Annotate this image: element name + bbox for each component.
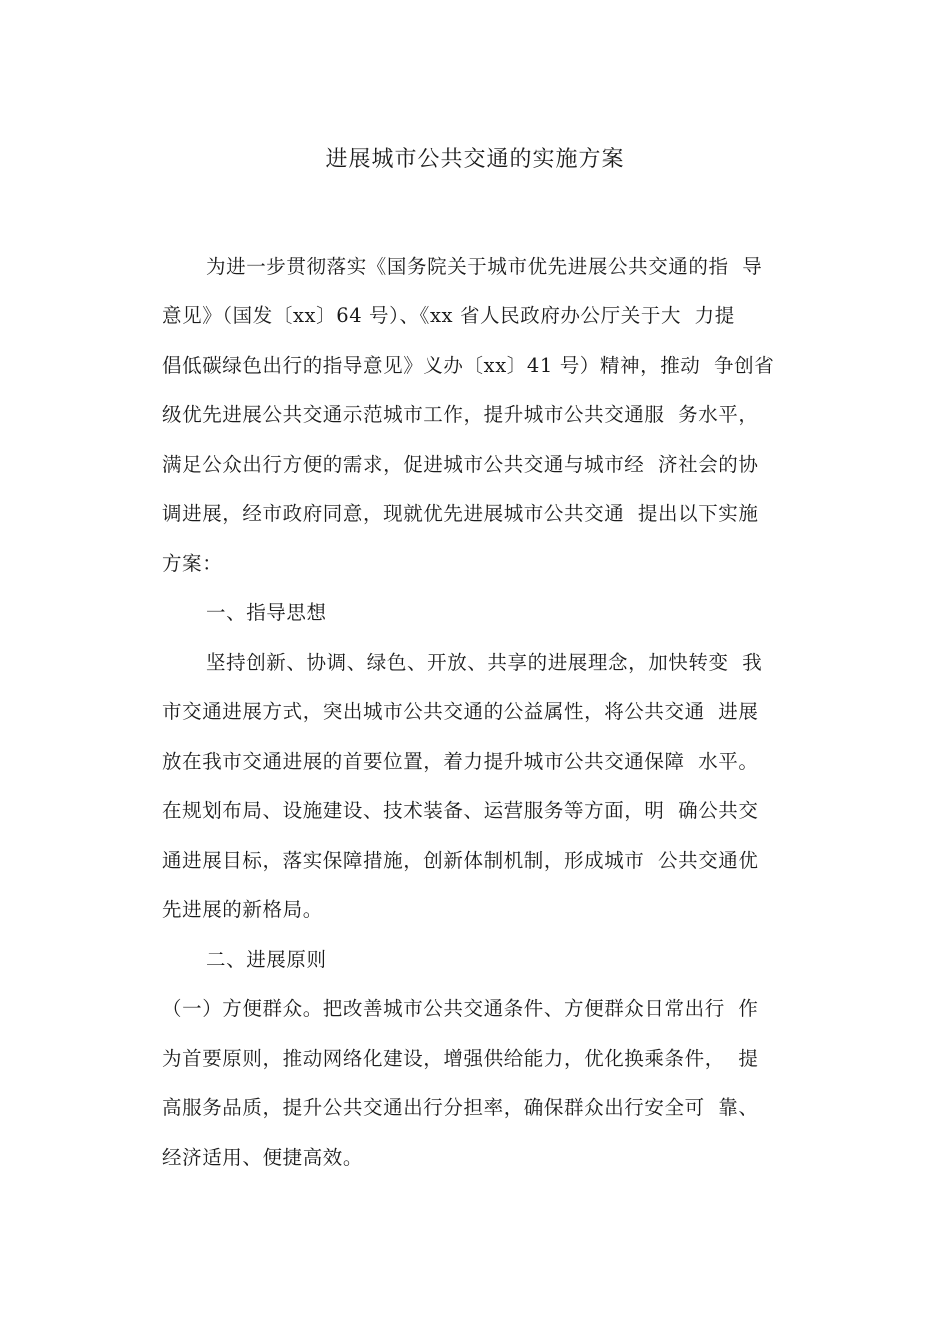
section-heading: 二、进展原则 bbox=[206, 948, 327, 971]
paragraph-line: 放在我市交通进展的首要位置，着力提升城市公共交通保障 水平。 bbox=[162, 750, 759, 773]
paragraph-line: 调进展，经市政府同意，现就优先进展城市公共交通 提出以下实施 bbox=[162, 502, 759, 525]
section-heading: 一、指导思想 bbox=[206, 601, 327, 624]
document-title: 进展城市公共交通的实施方案 bbox=[325, 147, 625, 172]
paragraph-line: 方案： bbox=[162, 552, 223, 575]
paragraph-line: 级优先进展公共交通示范城市工作，提升城市公共交通服 务水平， bbox=[162, 403, 759, 426]
paragraph-line: 为首要原则，推动网络化建设，增强供给能力，优化换乘条件， 提 bbox=[162, 1047, 759, 1070]
paragraph-line: 意见》（国发〔xx〕64 号）、《xx 省人民政府办公厅关于大 力提 bbox=[162, 304, 735, 327]
paragraph-line: 高服务品质，提升公共交通出行分担率，确保群众出行安全可 靠、 bbox=[162, 1096, 759, 1119]
paragraph-line: 满足公众出行方便的需求，促进城市公共交通与城市经 济社会的协 bbox=[162, 453, 759, 476]
paragraph-line: （一）方便群众。把改善城市公共交通条件、方便群众日常出行 作 bbox=[162, 997, 759, 1020]
paragraph-line: 坚持创新、协调、绿色、开放、共享的进展理念，加快转变 我 bbox=[206, 651, 763, 674]
paragraph-line: 经济适用、便捷高效。 bbox=[162, 1146, 364, 1169]
paragraph-line: 倡低碳绿色出行的指导意见》义办〔xx〕41 号）精神，推动 争创省 bbox=[162, 354, 775, 377]
paragraph-line: 先进展的新格局。 bbox=[162, 898, 323, 921]
paragraph-line: 市交通进展方式，突出城市公共交通的公益属性，将公共交通 进展 bbox=[162, 700, 759, 723]
paragraph-line: 为进一步贯彻落实《国务院关于城市优先进展公共交通的指 导 bbox=[206, 255, 763, 278]
paragraph-line: 在规划布局、设施建设、技术装备、运营服务等方面，明 确公共交 bbox=[162, 799, 759, 822]
paragraph-line: 通进展目标，落实保障措施，创新体制机制，形成城市 公共交通优 bbox=[162, 849, 759, 872]
